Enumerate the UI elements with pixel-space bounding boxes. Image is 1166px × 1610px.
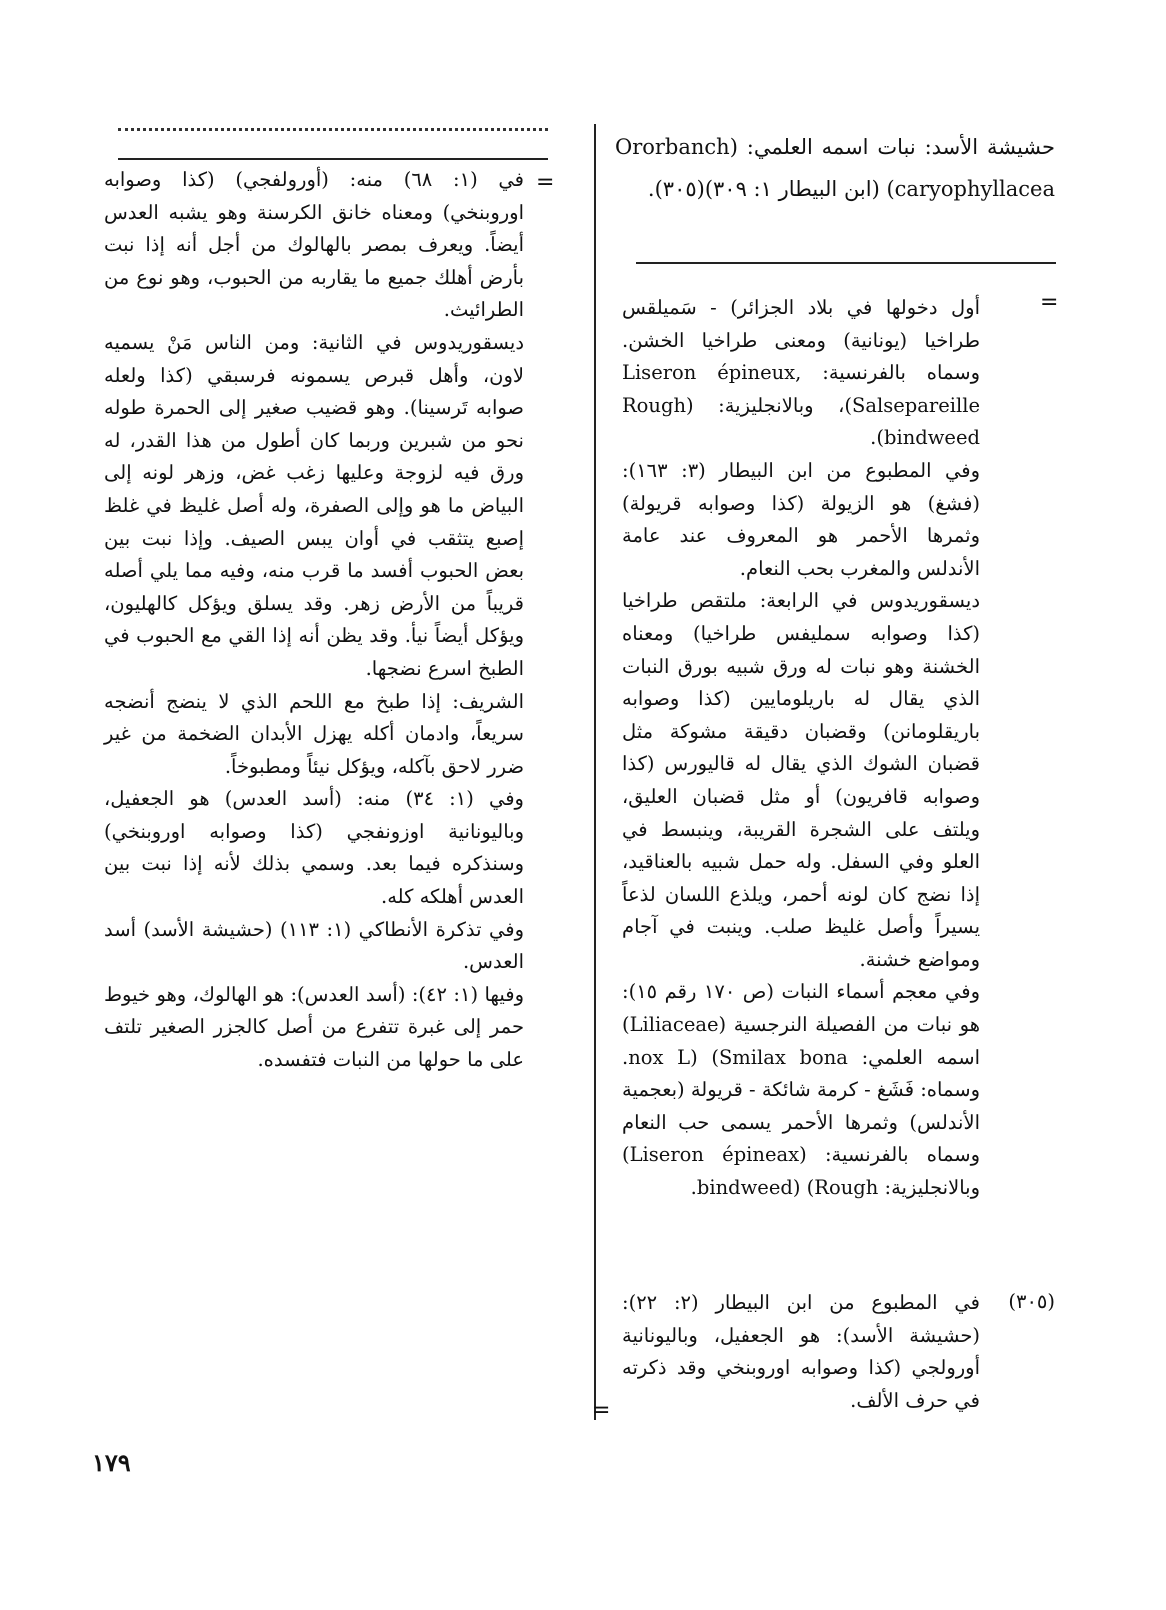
- right-paragraph-2: وفي المطبوع من ابن البيطار (٣: ١٦٣): (فشغ) هو الزيولة (كذا وصوابه قريولة) وثمرها الأحمر هو المعروف عند عامة الأندلس والمغرب بحب النعام.: [622, 458, 980, 580]
- left-column-dotted-line: [118, 128, 548, 131]
- page-number: ١٧٩: [92, 1448, 131, 1477]
- footnote-number: (٣٠٥): [1008, 1290, 1055, 1313]
- right-column-header: حشيشة الأسد: نبات اسمه العلمي: (Ororbanch caryophyllacea) (ابن البيطار ١: ٣٠٩)(٣٠٥).: [615, 135, 1055, 201]
- left-paragraph-5: وفي تذكرة الأنطاكي (١: ١١٣) (حشيشة الأسد) أسد العدس.: [104, 917, 524, 974]
- equals-mark-bottom: =: [592, 1398, 611, 1423]
- left-paragraph-3: الشريف: إذا طبخ مع اللحم الذي لا ينضج أنضجه سريعاً، وادمان أكله يهزل الأبدان الضخمة من غير ضرر لاحق بآكله، ويؤكل نيئاً ومطبوخاً.: [104, 689, 524, 778]
- right-paragraph-1: أول دخولها في بلاد الجزائر) - سَميلقس طراخيا (يونانية) ومعنى طراخيا الخشن. وسماه بالفرنسية: Liseron épineux, Salsepareille)، وبالانجليزية: Rough) (bindweed.: [622, 296, 980, 450]
- left-column-top-rule: [118, 158, 548, 160]
- left-paragraph-1: في (١: ٦٨) منه: (أورولفجي) (كذا وصوابه اوروبنخي) ومعناه خانق الكرسنة وهو يشبه العدس أيضاً. ويعرف بمصر بالهالوك من أجل أنه إذا نبت بأرض أهلك جميع ما يقاربه من الحبوب، وهو نوع من الطرائيث.: [104, 168, 524, 322]
- left-paragraph-4: وفي (١: ٣٤) منه: (أسد العدس) هو الجعفيل، وباليونانية اوزونفجي (كذا وصوابه اوروبنخي) وسنذكره فيما بعد. وسمي بذلك لأنه إذا نبت بين العدس أهلكه كله.: [104, 787, 524, 909]
- right-paragraph-3: ديسقوريدوس في الرابعة: ملتقص طراخيا (كذا وصوابه سمليفس طراخيا) ومعناه الخشنة وهو نبات له ورق شبيه بورق النبات الذي يقال له باريلومايين (كذا وصوابه باريقلومانن) وقضبان دقيقة مشوكة مثل قضبان الشوك الذي يقال له قاليورس (كذا وصوابه قافريون) أو مثل قضبان العليق، ويلتف على الشجرة القريبة، وينبسط في العلو وفي السفل. وله حمل شبيه بالعناقيد، إذا نضج كان لونه أحمر، ويلذع اللسان لذعاً يسيراً وأصل غليظ صلب. وينبت في آجام ومواضع خشنة.: [622, 589, 980, 971]
- column-divider: [594, 124, 596, 1420]
- left-column-body: [104, 164, 524, 1077]
- equals-mark-right: =: [1040, 290, 1059, 315]
- right-paragraph-4: وفي معجم أسماء النبات (ص ١٧٠ رقم ١٥): هو نبات من الفصيلة النرجسية (Liliaceae) اسمه العلمي: Smilax bona) (nox L. وسماه: فَشَغ - كرمة شائكة - قريولة (بعجمية الأندلس) وثمرها الأحمر يسمى حب النعام وسماه بالفرنسية: (Liseron épineax) وبالانجليزية: Rough) (bindweed.: [622, 980, 980, 1200]
- left-paragraph-6: وفيها (١: ٤٢): (أسد العدس): هو الهالوك، وهو خيوط حمر إلى غبرة تتفرع من أصل كالجزر الصغير تلتف على ما حولها من النبات فتفسده.: [104, 982, 524, 1072]
- left-paragraph-2: ديسقوريدوس في الثانية: ومن الناس مَنْ يسميه لاون، وأهل قبرص يسمونه فرسبقي (كذا ولعله صوابه تَرسينا). وهو قضيب صغير إلى الحمرة طوله نحو من شبرين وربما كان أطول من هذا القدر، له ورق فيه لزوجة وعليها زغب غض، وزهر لونه إلى البياض ما هو وإلى الصفرة، وله أصل غليظ في غلظ إصبع يتثقب في أوان يبس الصيف. وإذا نبت بين بعض الحبوب أفسد ما قرب منه، وفيه مما يلي أصله قريباً من الأرض زهر. وقد يسلق ويؤكل كالهليون، ويؤكل أيضاً نيأ. وقد يظن أنه إذا القي مع الحبوب في الطبخ اسرع نضجها.: [104, 330, 524, 680]
- right-column-body: [622, 292, 980, 1205]
- equals-mark-left: =: [536, 170, 555, 195]
- footnote-text: في المطبوع من ابن البيطار (٢: ٢٢): (حشيشة الأسد): هو الجعفيل، وباليونانية أورولجي (كذا وصوابه اوروبنخي وقد ذكرته في حرف الألف.: [622, 1291, 980, 1412]
- right-column-header-rule: [636, 262, 1056, 264]
